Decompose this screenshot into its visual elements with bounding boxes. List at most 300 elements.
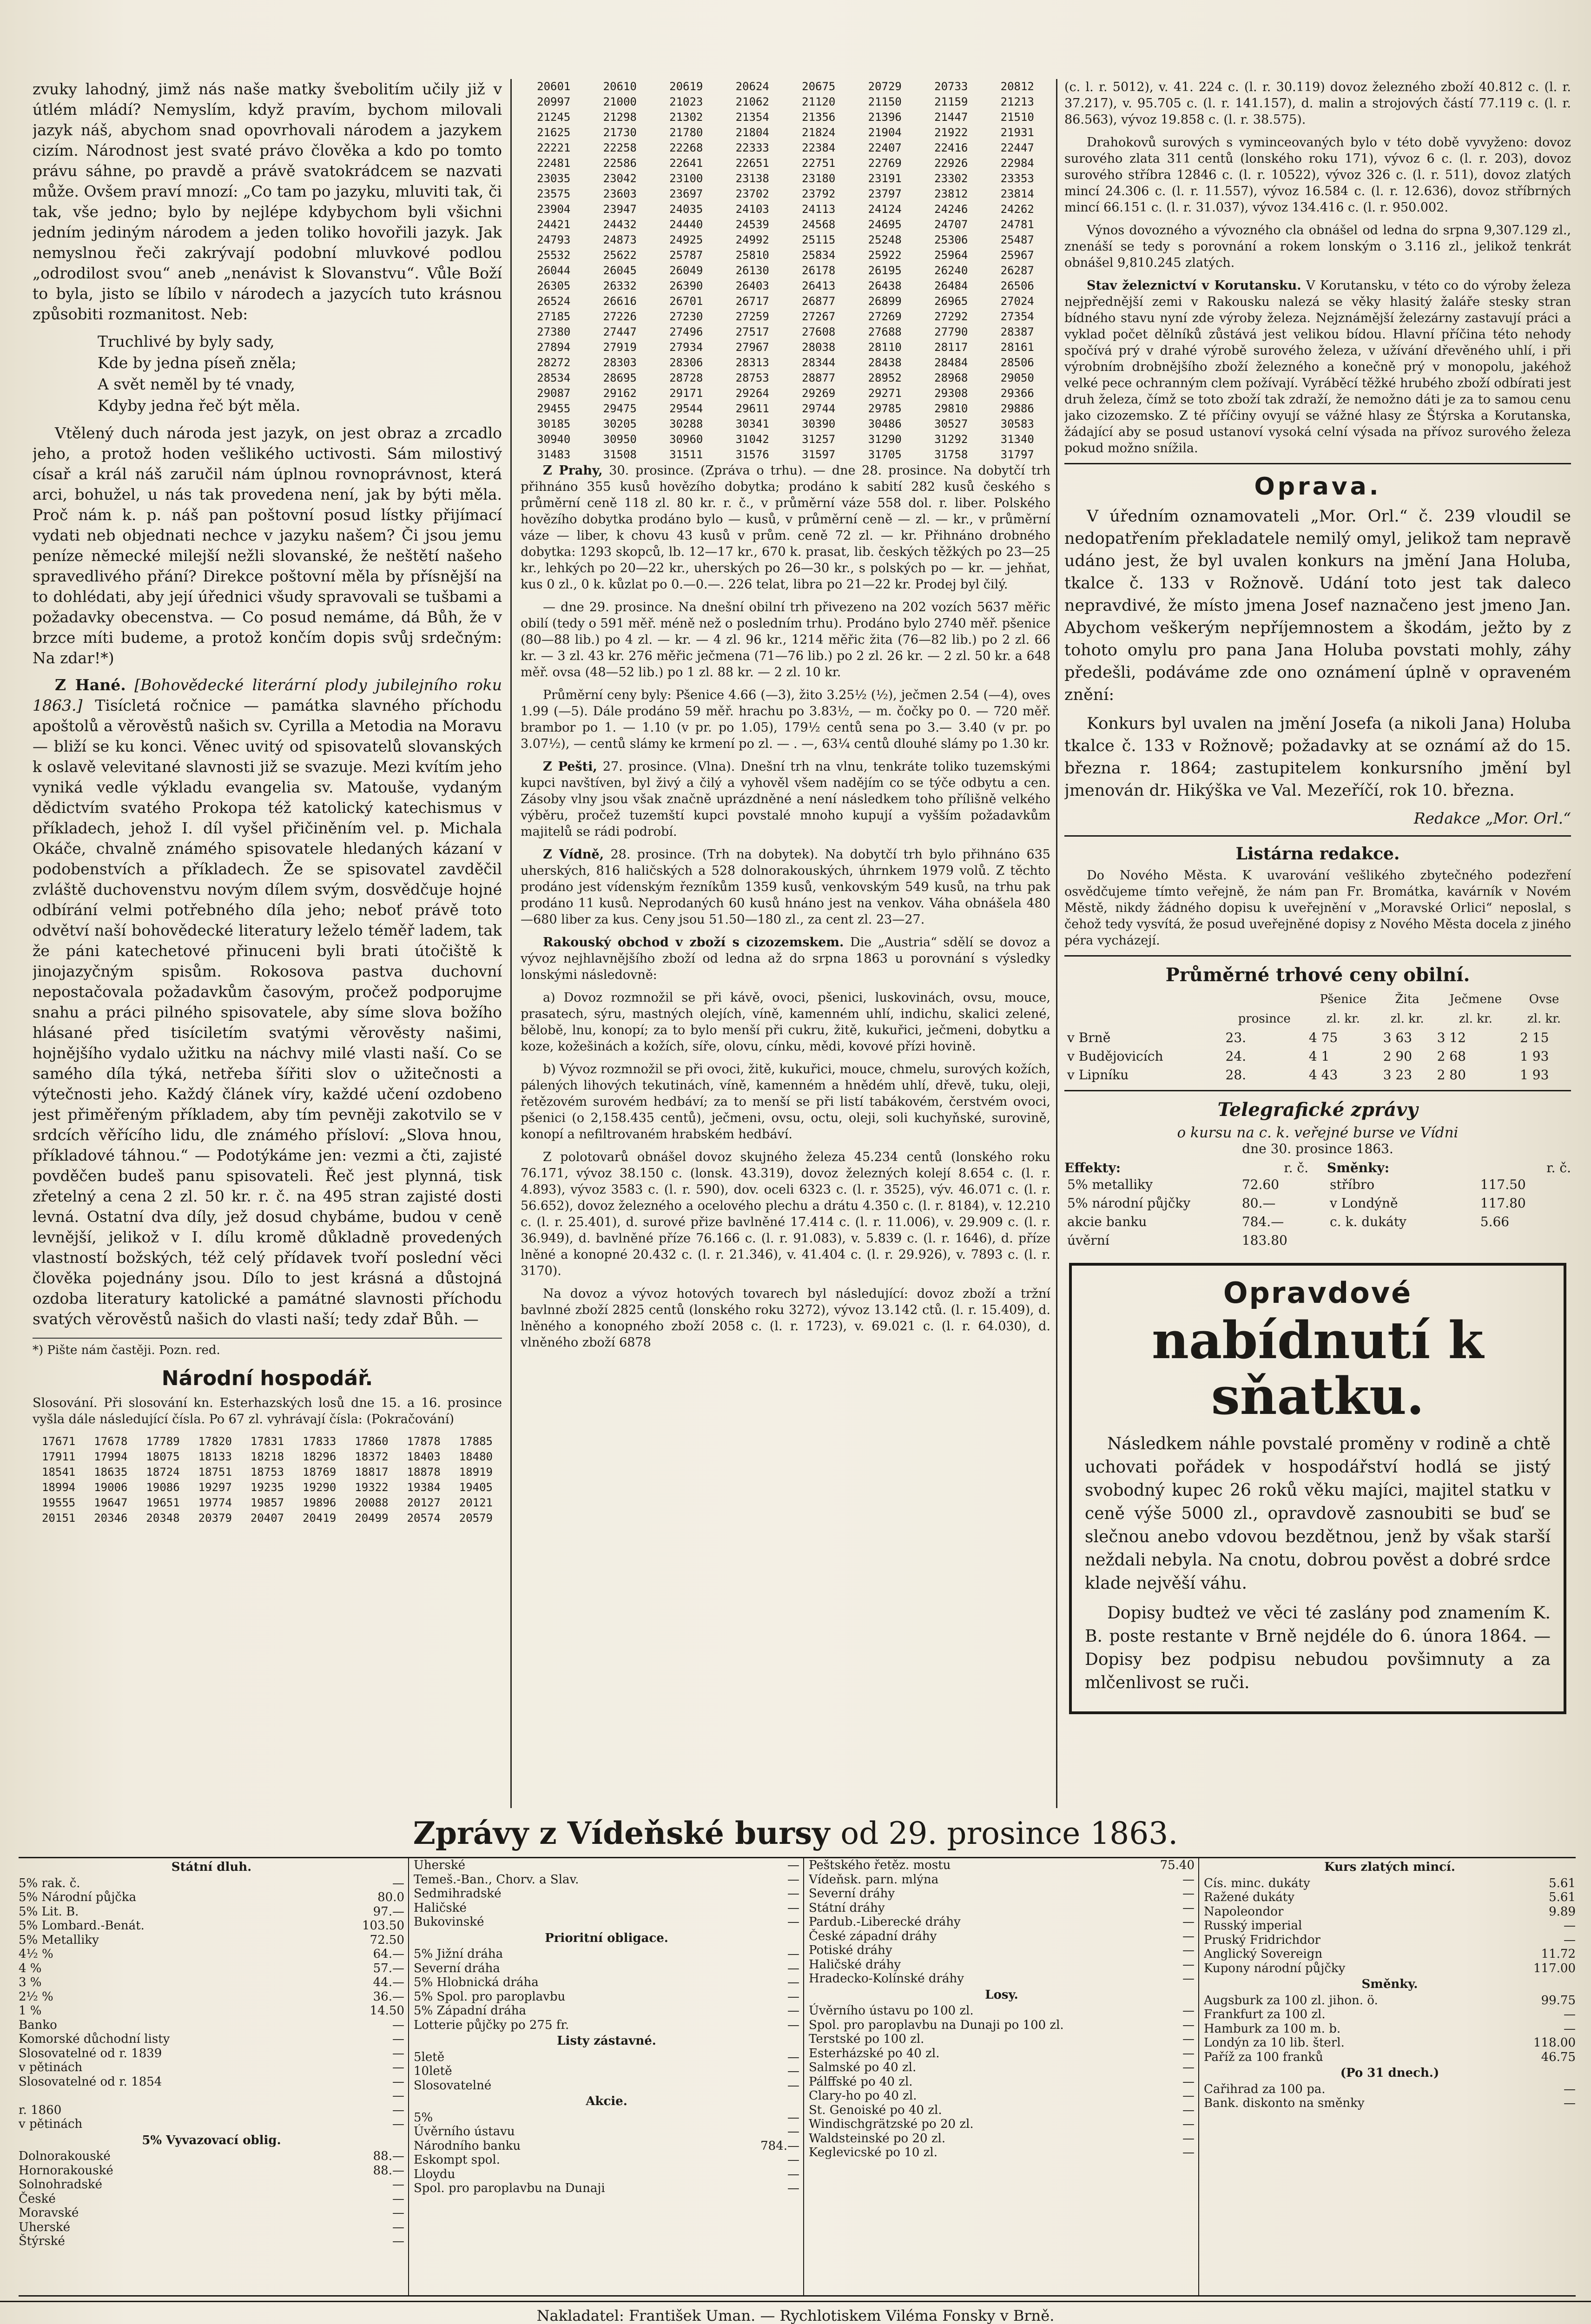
effekty-row bbox=[1064, 1194, 1308, 1213]
bourse-label: Pardub.-Liberecké dráhy bbox=[809, 1915, 961, 1929]
bourse-value: — bbox=[787, 1915, 799, 1929]
grain-col-header: Ovse bbox=[1529, 992, 1559, 1006]
effekty-cell: 183.80 bbox=[1241, 1233, 1287, 1248]
lottery-number: 30940 bbox=[537, 433, 571, 446]
obchod-text: Die „Austria“ sdělí se dovoz a vývoz nejhlavnějšího zboží od ledna až do srpna 1863 u porovnání s výsledky lonskými následovně: bbox=[521, 935, 1050, 982]
lottery-number: 26403 bbox=[735, 279, 769, 292]
lottery-number: 23180 bbox=[802, 172, 836, 185]
lottery-number: 27185 bbox=[537, 310, 571, 323]
lottery-row bbox=[521, 171, 1050, 186]
lottery-number: 21922 bbox=[934, 126, 968, 139]
effekty-cell: 5% metalliky bbox=[1067, 1177, 1153, 1192]
lottery-number: 28753 bbox=[735, 371, 769, 384]
grain-subheader: zl. kr. bbox=[1326, 1012, 1360, 1026]
bourse-label: Uherské bbox=[19, 2220, 70, 2234]
lottery-row bbox=[33, 1480, 502, 1495]
lottery-number: 18919 bbox=[459, 1466, 493, 1479]
bourse-value: — bbox=[787, 1947, 799, 1961]
lottery-number: 19322 bbox=[355, 1481, 389, 1494]
lottery-number: 21298 bbox=[603, 111, 637, 124]
lottery-number: 19774 bbox=[198, 1496, 232, 1509]
lottery-number: 26438 bbox=[868, 279, 902, 292]
bourse-label: Severní dráhy bbox=[809, 1887, 895, 1901]
bourse-row bbox=[19, 2047, 404, 2061]
grain-cell: 1 93 bbox=[1520, 1067, 1549, 1083]
bourse-row bbox=[1204, 2036, 1576, 2050]
bourse-row bbox=[414, 2064, 799, 2079]
effekty-cell: 5% národní půjčky bbox=[1067, 1195, 1191, 1211]
bourse-label: Haličské bbox=[414, 1901, 467, 1915]
lottery-number: 24873 bbox=[603, 233, 637, 246]
lottery-number: 27380 bbox=[537, 325, 571, 338]
lottery-row bbox=[521, 278, 1050, 294]
lottery-number: 18296 bbox=[303, 1450, 337, 1463]
lottery-number: 23575 bbox=[537, 187, 571, 200]
bourse-row bbox=[19, 2032, 404, 2047]
bourse-label: Bukovinské bbox=[414, 1915, 484, 1929]
bourse-label: v pětinách bbox=[19, 2117, 83, 2131]
bourse-label: Banko bbox=[19, 2018, 57, 2032]
viden-heading: Z Vídně, bbox=[543, 847, 604, 862]
lottery-number: 26332 bbox=[603, 279, 637, 292]
lottery-number: 28306 bbox=[669, 356, 703, 369]
lottery-number: 29785 bbox=[868, 402, 902, 415]
bourse-row bbox=[414, 1990, 799, 2004]
lottery-number: 28877 bbox=[802, 371, 836, 384]
lottery-number: 29744 bbox=[802, 402, 836, 415]
lottery-number: 28484 bbox=[934, 356, 968, 369]
lottery-number: 24925 bbox=[669, 233, 703, 246]
lottery-number: 21356 bbox=[802, 111, 836, 124]
bourse-label: 5% Lit. B. bbox=[19, 1904, 79, 1919]
lottery-number: 18878 bbox=[407, 1466, 441, 1479]
lottery-number: 26044 bbox=[537, 264, 571, 277]
trade-continued: (c. l. r. 5012), v. 41. 224 c. (l. r. 30.119) dovoz železného zboží 40.812 c. (l. r. 37.217), v. 95.705 c. (l. r. 141.157), d. malin a strojových částí 77.119 c. (l. r. 86.563), vývoz 19.858 c. (l. r. 38.575). bbox=[1064, 80, 1571, 127]
bourse-label: Úvěrního ústavu po 100 zl. bbox=[809, 2004, 974, 2018]
lottery-number: 22651 bbox=[735, 157, 769, 170]
lottery-number: 23904 bbox=[537, 203, 571, 216]
bourse-row bbox=[1204, 1905, 1576, 1919]
lottery-number: 20379 bbox=[198, 1512, 232, 1525]
smenky-heading: Směnky: bbox=[1327, 1160, 1390, 1175]
bourse-row bbox=[1204, 1961, 1576, 1976]
lottery-number: 22586 bbox=[603, 157, 637, 170]
bourse-row bbox=[809, 2032, 1195, 2047]
poem-line: Kde by jedna píseň zněla; bbox=[98, 354, 297, 372]
telegraph-heading: Telegrafické zprávy bbox=[1217, 1099, 1418, 1121]
lottery-row bbox=[521, 140, 1050, 156]
bourse-value: — bbox=[1564, 2096, 1576, 2110]
lottery-number: 20121 bbox=[459, 1496, 493, 1509]
lottery-number: 27447 bbox=[603, 325, 637, 338]
bourse-section-heading: Akcie. bbox=[586, 2094, 627, 2108]
bourse-label: Londýn za 10 lib. šterl. bbox=[1204, 2036, 1345, 2050]
grain-cell: 2 90 bbox=[1383, 1049, 1413, 1064]
bourse-value: — bbox=[1182, 2117, 1195, 2131]
slosovani-text: Slosování. Při slosování kn. Esterhazských losů dne 15. a 16. prosince vyšla dále následující čísla. Po 67 zl. vyhrávají čísla: (Pokračování) bbox=[33, 1396, 502, 1426]
bourse-title-main: Zprávy z Vídeňské bursy bbox=[413, 1815, 830, 1851]
poem-line: Kdyby jedna řeč být měla. bbox=[98, 396, 301, 415]
lottery-row bbox=[521, 202, 1050, 217]
lottery-row bbox=[521, 110, 1050, 125]
bourse-row bbox=[19, 2004, 404, 2018]
bourse-row bbox=[809, 1958, 1195, 1972]
lottery-number: 25306 bbox=[934, 233, 968, 246]
lottery-number: 20610 bbox=[603, 80, 637, 93]
bourse-value: — bbox=[1182, 1901, 1195, 1915]
bourse-value: — bbox=[787, 1858, 799, 1872]
bourse-value: — bbox=[787, 2018, 799, 2032]
lottery-number: 18403 bbox=[407, 1450, 441, 1463]
effekty-row bbox=[1064, 1213, 1308, 1231]
lottery-number: 30185 bbox=[537, 417, 571, 430]
lottery-number: 24568 bbox=[802, 218, 836, 231]
bourse-label: Pálffské po 40 zl. bbox=[809, 2074, 913, 2089]
listarna-text: Do Nového Města. K uvarování vešlikého zbytečného podezření osvědčujeme tímto veřejně, že nám pan Fr. Bromátka, kavárník v Novém Městě, nikdy žádného dopisu k uveřejnění v „Moravské Orlici“ neposlal, s čehož tedy vysvítá, že posud uveřejněné dopisy z Nového Města docela z jiného péra vycházejí. bbox=[1064, 868, 1571, 948]
hane-body: Tisícletá ročnice — památka slavného příchodu apoštolů a věrověstů našich sv. Cyrilla a Metodia na Moravu — bliží se ku konci. Věnec uvitý od spisovatelů slovanských k oslavě velevitané slavnosti již se svazuje. Mezi kvítím jeho vyniká vedle výkladu evangelia sv. Matouše, vydaným dědictvím svatého Prokopa též katolický katechismus v příkladech, jehož I. díl vyšel přičiněním vel. p. Michala Okáče, chvalně známého spisovatele hledaných kázaní v podobenstvích a příkladech. Že se spisovatel zavděčil zvláště duchovenstvu novým dílem svým, dosvědčuje hojné odbírání velmi potřebného díla jeho; neboť právě toto odvětví naší bohovědecké literatury leželo téměř ladem, tak že páni katechetové přinuceni byli brati útočiště k jinojazyčným spisům. Rokosova pastva duchovní nepostačovala požadavkům časovým, pročež podporujme snahu a práci pilného spisovatele, aby síme slova božího hlásané před tisíciletím svatými věrověsty našimi, hojnějšího vydalo užitku na náchvy milé vlasti naší. Co se samého díla týká, netřeba šířiti slov o užitečnosti a výtečnosti jeho. Každý článek víry, každé učení ozdobeno jest přiměřeným příkladem, aby tím pevněji zakotvilo se v srdcích věřícího lidu, dle známého přísloví: „Slova hnou, příkladové táhnou.“ — Podotýkáme jen: vezmi a čti, zajisté povděčen budeš panu spisovateli. Řeč jest plynná, tisk zřetelný a cena 2 zl. 50 kr. r. č. na 495 stran zajisté dosti levná. Ostatní dva díly, jež dosud chybáme, budou v ceně levnější, jelikož v I. dílu kromě důkladně provedených vlastností božských, též celý přídavek tvoří poslední věci člověka pojednány jsou. Dílo to jest krásná a důstojná ozdoba literatury katolické a památné slavnosti příchodu svatých věrověstů našich do vlasti naší; tedy zdař Bůh. — bbox=[33, 696, 502, 1328]
lottery-number: 22447 bbox=[1000, 141, 1034, 154]
bourse-label: 1 % bbox=[19, 2004, 42, 2018]
smenky-table bbox=[1327, 1175, 1571, 1231]
bourse-section-heading: Kurs zlatých mincí. bbox=[1324, 1860, 1455, 1874]
lottery-number: 29087 bbox=[537, 387, 571, 400]
lottery-row bbox=[521, 386, 1050, 401]
bourse-divider bbox=[1198, 1858, 1199, 2295]
marriage-ad-title: Opravdové bbox=[1223, 1276, 1413, 1310]
lottery-row bbox=[521, 156, 1050, 171]
lottery-number: 17911 bbox=[41, 1450, 76, 1463]
lottery-table-1 bbox=[33, 1434, 502, 1526]
bourse-row bbox=[1204, 2096, 1576, 2111]
bourse-label: Frankfurt za 100 zl. bbox=[1204, 2007, 1326, 2021]
grain-subheader bbox=[1064, 1009, 1223, 1029]
lottery-number: 21150 bbox=[868, 95, 902, 108]
bourse-row bbox=[809, 1915, 1195, 1929]
bourse-value: 5.61 bbox=[1549, 1876, 1576, 1890]
bourse-value: — bbox=[1182, 2146, 1195, 2159]
bourse-table bbox=[19, 1857, 1576, 2297]
bourse-row bbox=[19, 1876, 404, 1891]
bourse-label: České západní dráhy bbox=[809, 1929, 937, 1943]
bourse-label: Haličské dráhy bbox=[809, 1957, 901, 1972]
bourse-label: Sedmihradské bbox=[414, 1887, 502, 1901]
bourse-label: Cís. minc. dukáty bbox=[1204, 1876, 1310, 1890]
bourse-label: Národního banku bbox=[414, 2139, 521, 2153]
lottery-number: 21780 bbox=[669, 126, 703, 139]
lottery-number: 23702 bbox=[735, 187, 769, 200]
lottery-number: 20729 bbox=[868, 80, 902, 93]
bourse-row bbox=[809, 2132, 1195, 2146]
lottery-number: 23353 bbox=[1000, 172, 1034, 185]
lottery-number: 22769 bbox=[868, 157, 902, 170]
bourse-value: 88.— bbox=[373, 2163, 404, 2178]
lottery-number: 24421 bbox=[537, 218, 571, 231]
lottery-number: 18218 bbox=[250, 1450, 284, 1463]
lottery-number: 25787 bbox=[669, 249, 703, 262]
lottery-row bbox=[521, 324, 1050, 340]
lottery-number: 18372 bbox=[355, 1450, 389, 1463]
paragraph-language: zvuky lahodný, jimž nás naše matky švebolitím učily již v útlém mládí? Nemyslím, když pravím, bychom milovali jazyk náš, abychom snad opovrhovali národem a jazykem cizím. Národnost jest svaté právo člověka a kdo po tomto právu sáhne, po pravdě a právě svatokrádcem se nazvati může. Ovšem praví mnozí: „Co tam po jazyku, mluviti tak, či tak, vše jedno; bylo by nejlépe kdybychom byli všichni jedním jediným národem a jeden toliko hovořili jazyk. Jak nemyslnou řeči zakrývají podobní mluvkové podlou „odrodilost svou“ aneb „nenávist k Slovanstvu“. Vůle Boží to byla, jisto se líbilo v národech a jazycích tuto krásnou způsobiti rozmanitost. Neb: bbox=[33, 80, 502, 323]
bourse-value: — bbox=[392, 2060, 404, 2074]
bourse-value: 75.40 bbox=[1160, 1858, 1195, 1872]
bourse-row bbox=[414, 2050, 799, 2065]
effekty-cell: 80.— bbox=[1241, 1195, 1276, 1211]
bourse-row bbox=[1204, 1994, 1576, 2008]
smenky-row bbox=[1327, 1213, 1571, 1231]
lottery-number: 29366 bbox=[1000, 387, 1034, 400]
effekty-header-row bbox=[1064, 1160, 1308, 1175]
bourse-row bbox=[414, 2181, 799, 2196]
lottery-row bbox=[33, 1511, 502, 1526]
bourse-column-2 bbox=[414, 1858, 799, 2295]
bourse-label: Pruský Fridrichdor bbox=[1204, 1933, 1320, 1947]
bourse-label: Spol. pro paroplavbu na Dunaji bbox=[414, 2181, 605, 2195]
bourse-row bbox=[414, 2018, 799, 2033]
imprint: Nakladatel: František Uman. — Rychlotiskem Viléma Fonsky v Brně. bbox=[0, 2301, 1591, 2324]
bourse-row bbox=[414, 2079, 799, 2093]
grain-subheader: zl. kr. bbox=[1390, 1012, 1424, 1026]
lottery-number: 17671 bbox=[41, 1435, 76, 1448]
lottery-number: 28344 bbox=[802, 356, 836, 369]
lottery-number: 26717 bbox=[735, 295, 769, 308]
bourse-row bbox=[19, 2220, 404, 2235]
lottery-number: 25622 bbox=[603, 249, 637, 262]
bourse-label: r. 1860 bbox=[19, 2103, 62, 2117]
lottery-number: 28161 bbox=[1000, 341, 1034, 354]
bourse-label: 2½ % bbox=[19, 1989, 53, 2004]
lottery-number: 21931 bbox=[1000, 126, 1034, 139]
grain-row bbox=[1064, 1047, 1571, 1066]
bourse-row bbox=[19, 2178, 404, 2192]
lottery-number: 20997 bbox=[537, 95, 571, 108]
lottery-row bbox=[521, 355, 1050, 370]
lottery-number: 18753 bbox=[250, 1466, 284, 1479]
lottery-number: 30486 bbox=[868, 417, 902, 430]
lottery-number: 24432 bbox=[603, 218, 637, 231]
lottery-number: 24707 bbox=[934, 218, 968, 231]
lottery-number: 18769 bbox=[303, 1466, 337, 1479]
lottery-number: 19290 bbox=[303, 1481, 337, 1494]
lottery-number: 20675 bbox=[802, 80, 836, 93]
bourse-row bbox=[809, 1873, 1195, 1887]
bourse-row bbox=[414, 1858, 799, 1873]
bourse-value: — bbox=[392, 2192, 404, 2206]
lottery-number: 21804 bbox=[735, 126, 769, 139]
lottery-number: 28952 bbox=[868, 371, 902, 384]
lottery-number: 21159 bbox=[934, 95, 968, 108]
lottery-number: 27934 bbox=[669, 341, 703, 354]
lottery-number: 31483 bbox=[537, 448, 571, 461]
lottery-number: 19555 bbox=[41, 1496, 76, 1509]
bourse-label: Vídeňsk. parn. mlýna bbox=[809, 1872, 939, 1887]
lottery-row bbox=[33, 1495, 502, 1511]
lottery-number: 26899 bbox=[868, 295, 902, 308]
bourse-row bbox=[414, 1873, 799, 1887]
bourse-row bbox=[809, 2060, 1195, 2075]
bourse-value: — bbox=[1182, 1915, 1195, 1929]
bourse-value: — bbox=[787, 1901, 799, 1915]
effekty-heading: Effekty: bbox=[1064, 1160, 1121, 1175]
lottery-number: 23792 bbox=[802, 187, 836, 200]
hane-title: [Bohovědecké literární plody jubilejního roku 1863.] bbox=[33, 676, 502, 714]
lottery-number: 21396 bbox=[868, 111, 902, 124]
lottery-number: 19006 bbox=[94, 1481, 128, 1494]
bourse-value: 36.— bbox=[373, 1989, 404, 2004]
ironworks-text: V Korutansku, v této co do výroby železa nejpřednější zemi v Rakousku nalezá se věky hlasitý žaláře stesky stran bídného stavu nyní zde výroby železa. Nejznámější železárny zastavují práci a vyklad počet dělníků zůstává jest velikou bídou. Hlavní příčina této nehody spočívá prý v drahé výrobě surového železa, v užívání dřevěného uhlí, i při výrobním drobnějšího zboží železného a konečně prý v monopolu, jakéhož velké pece ochranným clem požívají. Vyráběcí těžké hrubého zboží odbírati jest druh železa, čímž se toto zboží tak zdraží, že nemožno dáti je za to samou cenu jako cizozemsko. Z té příčiny ovyují se vážné hlasy ze Štýrska a Korutanska, žádající aby se posud ustanoví vysoká celní výsada na přívoz surového železa pokud možno snížila. bbox=[1064, 278, 1571, 456]
lottery-number: 22407 bbox=[868, 141, 902, 154]
praha-text: 30. prosince. (Zpráva o trhu). — dne 28. prosince. Na dobytčí trh přihnáno 355 kusů hovězího dobytka; prodáno k sabití 282 kusů českého s průměrní ceně 118 zl. 80 kr. r. č., v průměrní váze 558 dol. r. liber. Polského hovězího dobytka prodáno bylo — kusů, v průměrní ceně — zl. — kr., v průměrní váze — liber, k chovu 43 kusů v prům. ceně 72 zl. — kr. Přihnáno drobného dobytka: 1293 skopců, lb. 12—17 kr., 670 k. prasat, lib. českých těžkých po 23—25 kr., lehkých po 20—22 kr., uherských po 26—30 kr., s polských po — kr. — jehňat, kus 0 zl., 0 k. kůzlat po 0.—0.—. 226 telat, libra po 21—22 kr. Prodej byl čilý. bbox=[521, 463, 1050, 592]
lottery-number: 21730 bbox=[603, 126, 637, 139]
bourse-value: — bbox=[1182, 2103, 1195, 2117]
lottery-number: 24124 bbox=[868, 203, 902, 216]
lottery-number: 18075 bbox=[146, 1450, 180, 1463]
effekty-block bbox=[1064, 1160, 1308, 1250]
lottery-number: 17860 bbox=[355, 1435, 389, 1448]
grain-col-header: Pšenice bbox=[1320, 992, 1367, 1006]
bourse-label: Keglevicské po 10 zl. bbox=[809, 2146, 937, 2159]
lottery-number: 19647 bbox=[94, 1496, 128, 1509]
column-rule bbox=[1056, 79, 1057, 1808]
bourse-section-heading: 5% Vyvazovací oblig. bbox=[142, 2133, 281, 2147]
marriage-ad-body: Následkem náhle povstalé proměny v rodině a chtě uchovati pořádek v hospodářství hodlá se jistý svobodný kupec 26 roků věku majíci, majitel statku v ceně výše 5000 zl., opravdově zasnoubiti se buď se slečnou anebo vdovou bezdětnou, jenž by však starší neždali nebyla. Na cnotu, dobrou pověst a dobré srdce klade nejvěší váhu. bbox=[1085, 1434, 1551, 1593]
lottery-number: 30583 bbox=[1000, 417, 1034, 430]
smenky-block bbox=[1327, 1160, 1571, 1250]
lottery-row bbox=[521, 217, 1050, 232]
lottery-number: 22268 bbox=[669, 141, 703, 154]
lottery-number: 26413 bbox=[802, 279, 836, 292]
bourse-value: — bbox=[392, 2234, 404, 2248]
bourse-value: — bbox=[1182, 1943, 1195, 1957]
bourse-value: — bbox=[787, 2167, 799, 2181]
bourse-value: — bbox=[392, 2206, 404, 2220]
bourse-value: — bbox=[1182, 2046, 1195, 2060]
oprava-body: Konkurs byl uvalen na jmění Josefa (a nikoli Jana) Holuba tkalce č. 133 v Rožnově; požadavky at se oznámí až do 15. března r. 1864; zastupitelem konkursního jmění byl jmenován dr. Hikýška ve Val. Mezeříčí, rok 10. března. bbox=[1064, 714, 1571, 800]
lottery-number: 26390 bbox=[669, 279, 703, 292]
grain-cell: 24. bbox=[1225, 1049, 1247, 1064]
bourse-row bbox=[414, 2139, 799, 2153]
lottery-number: 27919 bbox=[603, 341, 637, 354]
praha-heading: Z Prahy, bbox=[543, 463, 603, 478]
lottery-number: 26287 bbox=[1000, 264, 1034, 277]
lottery-number: 29162 bbox=[603, 387, 637, 400]
lottery-number: 29171 bbox=[669, 387, 703, 400]
viden-report bbox=[521, 846, 1050, 928]
lottery-number: 19857 bbox=[250, 1496, 284, 1509]
lottery-number: 24695 bbox=[868, 218, 902, 231]
bourse-label: 5letě bbox=[414, 2050, 445, 2064]
bourse-value: — bbox=[1182, 1929, 1195, 1943]
divider bbox=[1064, 835, 1571, 837]
grain-cell: 4 75 bbox=[1308, 1030, 1338, 1045]
bourse-label: 5% Hlobnická dráha bbox=[414, 1975, 539, 1989]
bourse-value: 99.75 bbox=[1541, 1993, 1576, 2007]
smenky-unit: r. č. bbox=[1546, 1160, 1571, 1175]
lottery-row bbox=[521, 263, 1050, 278]
bourse-row bbox=[414, 1901, 799, 1915]
smenky-cell: 117.50 bbox=[1480, 1177, 1526, 1192]
lottery-number: 20812 bbox=[1000, 80, 1034, 93]
bourse-label: Salmské po 40 zl. bbox=[809, 2060, 917, 2074]
bourse-label: Uherské bbox=[414, 1858, 465, 1872]
column-1 bbox=[33, 79, 502, 1808]
lottery-number: 31797 bbox=[1000, 448, 1034, 461]
obchod-report bbox=[521, 934, 1050, 983]
lottery-number: 26965 bbox=[934, 295, 968, 308]
bourse-value: — bbox=[1182, 1972, 1195, 1986]
bourse-label: 4½ % bbox=[19, 1947, 53, 1961]
lottery-table-2 bbox=[521, 79, 1050, 462]
lottery-number: 22751 bbox=[802, 157, 836, 170]
lottery-number: 24781 bbox=[1000, 218, 1034, 231]
bourse-section-heading: Státní dluh. bbox=[171, 1860, 252, 1874]
lottery-number: 24992 bbox=[735, 233, 769, 246]
marriage-ad bbox=[1069, 1263, 1566, 1714]
divider bbox=[1064, 1090, 1571, 1091]
lottery-row bbox=[33, 1434, 502, 1449]
footnote: *) Pište nám častěji. Pozn. red. bbox=[33, 1338, 502, 1358]
bourse-value: — bbox=[392, 1876, 404, 1890]
lottery-number: 23947 bbox=[603, 203, 637, 216]
lottery-number: 23100 bbox=[669, 172, 703, 185]
lottery-number: 17678 bbox=[94, 1435, 128, 1448]
bourse-value: — bbox=[1182, 2089, 1195, 2103]
bourse-label: Bank. diskonto na směnky bbox=[1204, 2096, 1365, 2110]
lottery-number: 25487 bbox=[1000, 233, 1034, 246]
grain-cell: 2 15 bbox=[1520, 1030, 1549, 1045]
bourse-value: — bbox=[1182, 1872, 1195, 1887]
lottery-number: 26049 bbox=[669, 264, 703, 277]
bourse-label: 10letě bbox=[414, 2064, 452, 2078]
grain-cell: 23. bbox=[1225, 1030, 1247, 1045]
lottery-number: 25964 bbox=[934, 249, 968, 262]
bourse-row bbox=[1204, 1890, 1576, 1905]
lottery-number: 30390 bbox=[802, 417, 836, 430]
lottery-number: 24539 bbox=[735, 218, 769, 231]
bourse-row bbox=[19, 1947, 404, 1961]
bourse-label: Lotterie půjčky po 275 fr. bbox=[414, 2018, 569, 2032]
lottery-number: 21824 bbox=[802, 126, 836, 139]
lottery-number: 21245 bbox=[537, 111, 571, 124]
lottery-number: 24440 bbox=[669, 218, 703, 231]
obchod-heading: Rakouský obchod v zboží s cizozemskem. bbox=[543, 935, 844, 950]
lottery-row bbox=[521, 94, 1050, 110]
lottery-number: 28506 bbox=[1000, 356, 1034, 369]
lottery-number: 31340 bbox=[1000, 433, 1034, 446]
lottery-number: 31290 bbox=[868, 433, 902, 446]
praha-report bbox=[521, 462, 1050, 593]
lottery-number: 30960 bbox=[669, 433, 703, 446]
bourse-label: Ražené dukáty bbox=[1204, 1890, 1294, 1904]
bourse-row bbox=[19, 1975, 404, 1990]
lottery-number: 29544 bbox=[669, 402, 703, 415]
lottery-number: 20499 bbox=[355, 1512, 389, 1525]
pest-report bbox=[521, 759, 1050, 840]
bourse-section-heading: (Po 31 dnech.) bbox=[1340, 2066, 1439, 2080]
lottery-number: 29271 bbox=[868, 387, 902, 400]
bourse-label: 4 % bbox=[19, 1961, 42, 1975]
lottery-number: 20579 bbox=[459, 1512, 493, 1525]
lottery-number: 25834 bbox=[802, 249, 836, 262]
bourse-value: — bbox=[787, 2110, 799, 2125]
lottery-number: 24262 bbox=[1000, 203, 1034, 216]
viden-text: 28. prosince. (Trh na dobytek). Na dobytčí trh bylo přihnáno 635 uherských, 816 haličských a 528 dolnorakouských, úhrnkem 1979 volů. Z těchto prodáno jest vídenským řezníkům 1359 kusů, venkovským 549 kusů, na trhu pak prodáno 11 kusů. Neprodaných 60 kusů hnáno jest na venkov. Váha obnášela 480—680 liber za kus. Ceny jsou 51.50—180 zl., za cent zl. 23—27. bbox=[521, 847, 1050, 927]
bourse-value: — bbox=[392, 2220, 404, 2234]
pest-text: 27. prosince. (Vlna). Dnešní trh na vlnu, tenkráte toliko tuzemskými kupci navštíven, byl živý a čilý a vyhověl všem nadějím co se týče odbytu a cen. Zásoby vlny jsou však značně uprázdněné a není následkem toho přílišně velkého výběru, pročež tuzemští kupci povstalé mnoho kupují a vyšším požadavkům majitelů se rádi podrobí. bbox=[521, 759, 1050, 839]
praha-report-3: Průměrní ceny byly: Pšenice 4.66 (—3), žito 3.25½ (½), ječmen 2.54 (—4), oves 1.99 (—5). Dále prodáno 59 měř. hrachu po 3.83½, — m. čočky po 0. — 720 měř. brambor po 1. — 1.10 (v pr. po 1.05), 179½ centů sena po 3.— 3.40 (v pr. po 3.07½), — centů slámy ke krmení po zl. — . —, 63¼ centů dlouhé slámy po 1.30 kr. bbox=[521, 688, 1050, 751]
lottery-number: 22333 bbox=[735, 141, 769, 154]
lottery-number: 23797 bbox=[868, 187, 902, 200]
lottery-number: 17831 bbox=[250, 1435, 284, 1448]
